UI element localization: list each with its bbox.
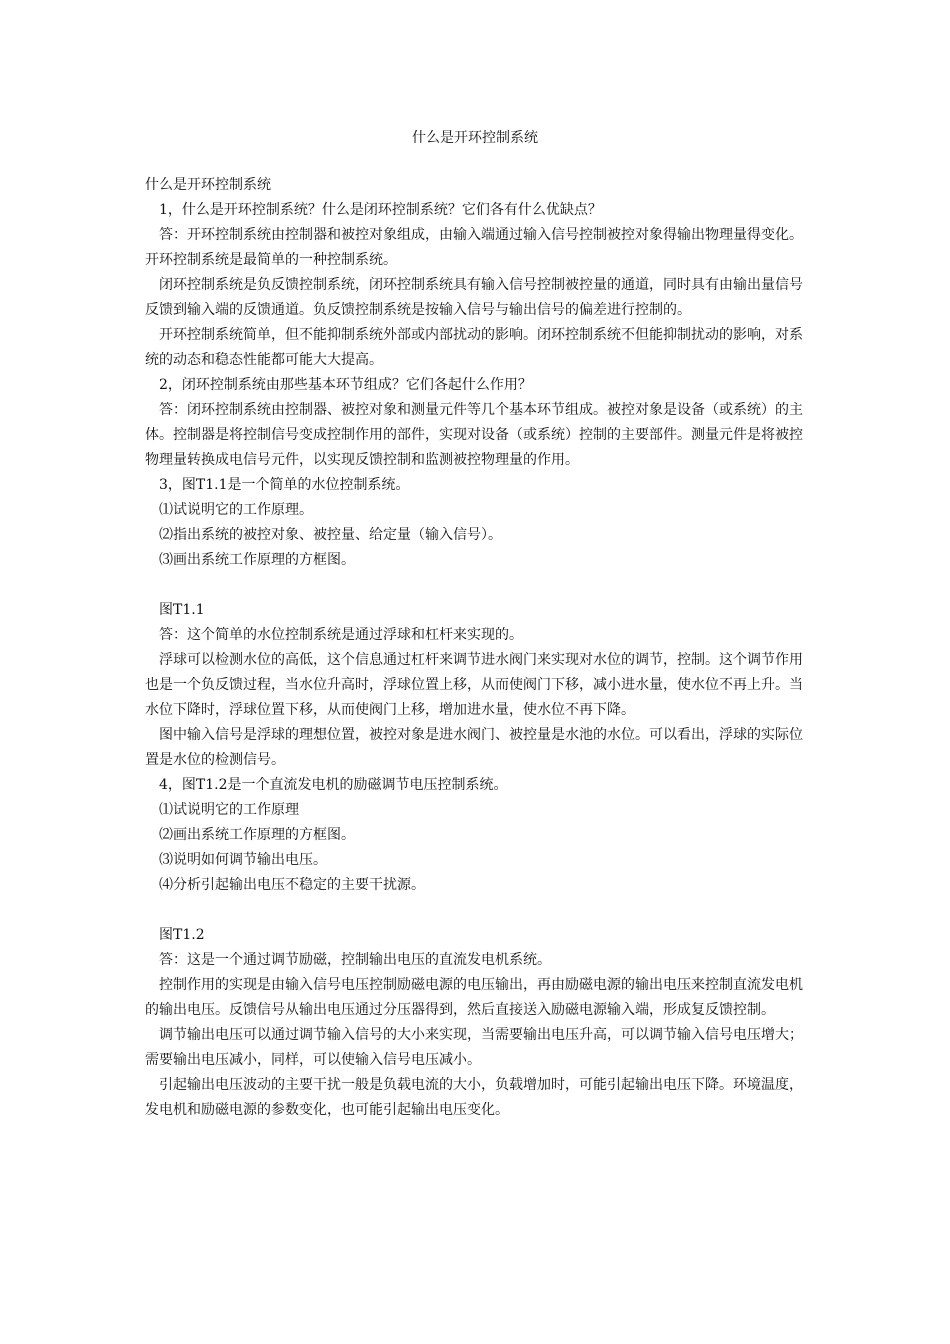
- figure-placeholder-gap: [145, 898, 810, 923]
- question-3-item-3: ⑶画出系统工作原理的方框图。: [159, 552, 355, 568]
- answer-3-paragraph-3: 图中输入信号是浮球的理想位置，被控对象是进水阀门、被控量是水池的水位。可以看出，浮球的实际位置是水位的检测信号。: [145, 727, 803, 768]
- question-4-item-3: ⑶说明如何调节输出电压。: [159, 852, 327, 868]
- answer-1-paragraph-2: 闭环控制系统是负反馈控制系统，闭环控制系统具有输入信号控制被控量的通道，同时具有由输出量信号反馈到输入端的反馈通道。负反馈控制系统是按输入信号与输出信号的偏差进行控制的。: [145, 277, 803, 318]
- question-3: 3，图T1.1是一个简单的水位控制系统。: [159, 477, 410, 493]
- answer-1-paragraph-1: 答：开环控制系统由控制器和被控对象组成，由输入端通过输入信号控制被控对象得输出物理量得变化。开环控制系统是最简单的一种控制系统。: [145, 227, 803, 268]
- question-3-item-1: ⑴试说明它的工作原理。: [159, 502, 313, 518]
- answer-2: 答：闭环控制系统由控制器、被控对象和测量元件等几个基本环节组成。被控对象是设备（或系统）的主体。控制器是将控制信号变成控制作用的部件，实现对设备（或系统）控制的主要部件。测量元件是将被控物理量转换成电信号元件，以实现反馈控制和监测被控物理量的作用。: [145, 402, 803, 468]
- section-heading: 什么是开环控制系统: [145, 177, 271, 193]
- question-2: 2，闭环控制系统由那些基本环节组成？它们各起什么作用？: [159, 377, 532, 393]
- answer-1-paragraph-3: 开环控制系统简单，但不能抑制系统外部或内部扰动的影响。闭环控制系统不但能抑制扰动的影响，对系统的动态和稳态性能都可能大大提高。: [145, 327, 803, 368]
- question-4-item-2: ⑵画出系统工作原理的方框图。: [159, 827, 355, 843]
- figure-caption-t1-2: 图T1.2: [159, 927, 205, 943]
- figure-placeholder-gap: [145, 573, 810, 598]
- question-4: 4，图T1.2是一个直流发电机的励磁调节电压控制系统。: [159, 777, 508, 793]
- question-3-item-2: ⑵指出系统的被控对象、被控量、给定量（输入信号）。: [159, 527, 502, 543]
- document-title: 什么是开环控制系统: [412, 130, 538, 146]
- question-4-item-1: ⑴试说明它的工作原理: [159, 802, 299, 818]
- answer-4-paragraph-2: 控制作用的实现是由输入信号电压控制励磁电源的电压输出，再由励磁电源的输出电压来控制直流发电机的输出电压。反馈信号从输出电压通过分压器得到，然后直接送入励磁电源输入端，形成复反馈控制。: [145, 977, 803, 1018]
- question-4-item-4: ⑷分析引起输出电压不稳定的主要干扰源。: [159, 877, 425, 893]
- document-body: [145, 173, 810, 1123]
- figure-caption-t1-1: 图T1.1: [159, 602, 205, 618]
- question-1: 1，什么是开环控制系统？什么是闭环控制系统？它们各有什么优缺点？: [159, 202, 602, 218]
- answer-4-paragraph-3: 调节输出电压可以通过调节输入信号的大小来实现，当需要输出电压升高，可以调节输入信号电压增大；需要输出电压减小，同样，可以使输入信号电压减小。: [145, 1027, 803, 1068]
- answer-4-paragraph-1: 答：这是一个通过调节励磁，控制输出电压的直流发电机系统。: [159, 952, 551, 968]
- answer-3-paragraph-1: 答：这个简单的水位控制系统是通过浮球和杠杆来实现的。: [159, 627, 523, 643]
- answer-4-paragraph-4: 引起输出电压波动的主要干扰一般是负载电流的大小，负载增加时，可能引起输出电压下降。环境温度，发电机和励磁电源的参数变化，也可能引起输出电压变化。: [145, 1077, 803, 1118]
- answer-3-paragraph-2: 浮球可以检测水位的高低，这个信息通过杠杆来调节进水阀门来实现对水位的调节，控制。这个调节作用也是一个负反馈过程，当水位升高时，浮球位置上移，从而使阀门下移，减小进水量，使水位不再上升。当水位下降时，浮球位置下移，从而使阀门上移，增加进水量，使水位不再下降。: [145, 652, 803, 718]
